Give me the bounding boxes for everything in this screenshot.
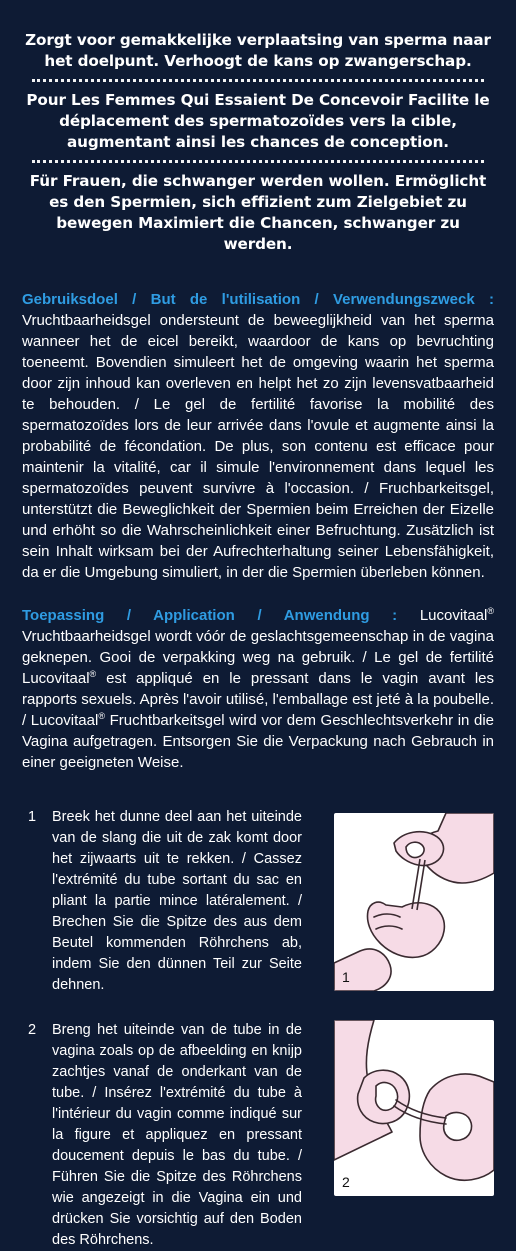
- claim-german: Für Frauen, die schwanger werden wollen. Ermöglicht es den Spermien, sich effizient zum Zielgebiet zu bewegen Maximiert die Chancen, schwanger zu werden.: [29, 172, 487, 253]
- hands-breaking-tube-icon: [334, 813, 494, 991]
- dotted-divider: [32, 160, 484, 163]
- usage-title: Gebruiksdoel / But de l'utilisation / Verwendungszweck :: [22, 291, 494, 308]
- claim-french: Pour Les Femmes Qui Essaient De Concevoir Facilite le déplacement des spermatozoïdes vers la cible, augmentant ainsi les chances de conception.: [26, 91, 490, 151]
- application-body-part-3: Fruchtbarkeitsgel wird vor dem Geschlechtsverkehr in die Vagina aufgetragen. Entsorgen Sie die Verpackung nach Gebrauch in einer geeigneten Weise.: [22, 712, 494, 771]
- brand-name: Lucovitaal: [419, 607, 488, 624]
- application-body-part-2: est appliqué en le pressant dans le vagin avant les rapports sexuels. Après l'avoir utilisé, l'emballage est jeté à la poubelle. /: [22, 670, 494, 729]
- step-item: [22, 807, 494, 996]
- application-title: Toepassing / Application / Anwendung :: [22, 607, 398, 624]
- step-illustration: [334, 813, 494, 991]
- tube-insertion-icon: [334, 1020, 494, 1196]
- instruction-steps: [22, 807, 494, 1251]
- brand-name: Lucovitaal: [22, 670, 90, 687]
- step-item: [22, 1020, 494, 1251]
- step-number: 2: [28, 1022, 37, 1038]
- dotted-divider: [32, 79, 484, 82]
- step-text: Breng het uiteinde van de tube in de vagina zoals op de afbeelding en knijp zachtjes vanaf de onderkant van de tube. / Insérez l'extrémité du tube à l'intérieur du vagin comme indiqué sur la figure et appliquez en pressant doucement depuis le bas du tube. / Führen Sie die Spitze des Röhrchens wie angezeigt in die Vagina ein und drücken Sie vorsichtig auf den Boden des Röhrchens.: [52, 1022, 302, 1248]
- usage-section: [22, 289, 494, 583]
- figure-number: 2: [342, 1174, 350, 1190]
- step-text: Breek het dunne deel aan het uiteinde van de slang die uit de zak komt door het zijwaarts uit te rekken. / Cassez l'extrémité du tube sortant du sac en pliant la partie mince latéralement. / Brechen Sie die Spitze des aus dem Beutel kommenden Röhrchens ab, indem Sie den dünnen Teil zur Seite dehnen.: [52, 809, 302, 993]
- step-number: 1: [28, 809, 37, 825]
- registered-mark: ®: [89, 669, 97, 679]
- application-body-part-1: Vruchtbaarheidsgel wordt vóór de geslachtsgemeenschap in de vagina geknepen. Gooi de verpakking weg na gebruik. / Le gel de fertilité: [22, 628, 494, 666]
- registered-mark: ®: [487, 606, 494, 616]
- claim-dutch: Zorgt voor gemakkelijke verplaatsing van sperma naar het doelpunt. Verhoogt de kans op zwangerschap.: [25, 31, 491, 70]
- registered-mark: ®: [98, 711, 105, 721]
- figure-number: 1: [342, 969, 350, 985]
- usage-body: Vruchtbaarheidsgel ondersteunt de beweeglijkheid van het sperma wanneer het de eicel bereikt, waardoor de kans op bevruchting toeneemt. Bovendien simuleert het de omgeving waarin het sperma door zijn inhoud kan overleven en helpt het zo zijn levensvatbaarheid te behouden. / Le gel de fertilité favorise la mobilité des spermatozoïdes lors de leur arrivée dans l'ovule et augmente ainsi la probabilité de fécondation. De plus, son contenu est efficace pour maintenir la vitalité, car il simule l'environnement dans lequel les spermatozoïdes peuvent survivre à l'occasion. / Fruchbarkeitsgel, unterstützt die Beweglichkeit der Spermien beim Erreichen der Eizelle und erhöht so die Wahrscheinlichkeit einer Befruchtung. Zusätzlich ist sein Inhalt wirksam bei der Aufrechterhaltung seiner Lebensfähigkeit, da er die Umgebung simuliert, in der die Spermien überleben können.: [22, 312, 494, 581]
- brand-name: Lucovitaal: [30, 712, 99, 729]
- application-section: [22, 605, 494, 773]
- step-illustration: [334, 1020, 494, 1196]
